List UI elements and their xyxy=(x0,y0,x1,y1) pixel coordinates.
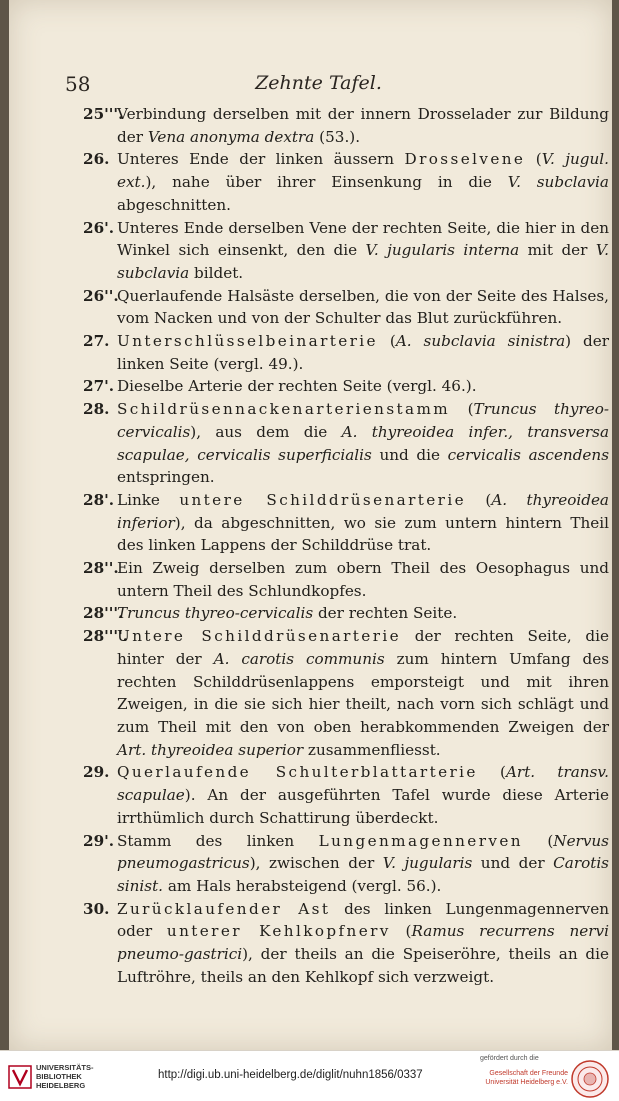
latin-term: Art. transv. scapulae xyxy=(117,763,609,805)
entry-text: ), nahe über ihrer Einsenkung in die xyxy=(145,173,508,192)
entry-text: ( xyxy=(525,150,542,169)
entry-text: ( xyxy=(450,400,474,419)
emphasized-term: Drosselvene xyxy=(404,150,526,169)
entry-text: mit der xyxy=(519,241,596,260)
entry-number: 26. xyxy=(83,150,110,169)
society-name: Gesellschaft der Freunde Universität Heidelberg e.V. xyxy=(485,1070,568,1086)
latin-term: Carotis sinist. xyxy=(117,854,609,895)
legend-entry xyxy=(83,375,609,398)
entry-number: 28''''. xyxy=(83,627,129,646)
entry-text: der rechten Seite, die hinter der xyxy=(117,627,609,668)
latin-term: V. subclavia xyxy=(507,173,609,192)
legend-entry xyxy=(83,285,609,330)
legend-entry xyxy=(83,103,609,148)
entry-text: zusammenfliesst. xyxy=(303,740,441,759)
entry-text: Linke xyxy=(117,490,180,509)
entry-text: ( xyxy=(522,831,554,850)
latin-term: V. subclavia xyxy=(117,241,609,282)
entry-text: ), zwischen der xyxy=(249,854,383,873)
entry-number: 26'. xyxy=(83,218,115,237)
funded-by-label: gefördert durch die xyxy=(480,1055,539,1062)
latin-term: Art. thyreoidea superior xyxy=(117,740,304,759)
latin-term: Truncus thyreo-cervicalis xyxy=(117,400,609,441)
entry-text: und der xyxy=(472,854,554,873)
society-seal-icon xyxy=(570,1059,610,1099)
emphasized-term: Querlaufende Schulterblattarterie xyxy=(117,763,478,782)
legend-entry xyxy=(83,217,609,285)
legend-entry xyxy=(83,625,609,761)
library-name: UNIVERSITÄTS- BIBLIOTHEK HEIDELBERG xyxy=(36,1063,94,1090)
entry-number: 28'''. xyxy=(83,604,124,623)
entry-number: 28''. xyxy=(83,559,119,578)
entry-text: Stamm des linken xyxy=(117,831,319,850)
emphasized-term: unterer Kehlkopfnerv xyxy=(166,922,391,941)
entry-text: ( xyxy=(390,922,412,941)
legend-entry xyxy=(83,330,609,375)
legend-entry xyxy=(83,398,609,489)
entry-text: abgeschnitten. xyxy=(117,195,232,214)
entry-text: ). An der ausgeführten Tafel wurde diese Arterie irrthümlich durch Schattirung überdeckt. xyxy=(117,786,609,827)
entry-number: 28. xyxy=(83,400,110,419)
entry-text: ), der theils an die Speiseröhre, theils an die Luftröhre, theils an den Kehlkopf sich verzweigt. xyxy=(117,945,609,986)
legend-entry xyxy=(83,602,609,625)
entry-text: am Hals herabsteigend (vergl. 56.). xyxy=(163,876,442,895)
latin-term: A. thyreoidea inferior xyxy=(117,490,609,532)
entry-text: ( xyxy=(465,490,492,509)
footer-bar xyxy=(0,1050,619,1101)
entry-number: 26''. xyxy=(83,286,119,305)
entry-number: 25'''. xyxy=(83,105,124,123)
entry-number: 27. xyxy=(83,332,110,351)
latin-term: A. subclavia sinistra xyxy=(395,332,566,351)
page-header xyxy=(9,72,619,100)
entry-text: Verbindung derselben mit der innern Drosselader zur Bildung der xyxy=(117,105,609,146)
emphasized-term: Zurücklaufender Ast xyxy=(117,899,331,918)
entry-number: 27'. xyxy=(83,377,115,396)
entry-number: 29. xyxy=(83,763,110,782)
entry-text: (53.). xyxy=(314,127,361,146)
entry-text: ), da abgeschnitten, wo sie zum untern hintern Theil des linken Lappens der Schilddrüse trat. xyxy=(117,513,609,555)
emphasized-term: Schildrüsennackenarterienstamm xyxy=(117,400,451,419)
legend-entries xyxy=(83,103,609,988)
entry-text: zum hintern Umfang des rechten Schilddrüsenlappens emporsteigt und mit ihren Zweigen, in die sie sich hier theilt, nach vorn sich schlägt und zum Theil mit den von oben herabkommenden Zweigen der xyxy=(117,649,609,736)
entry-text: ( xyxy=(377,332,396,351)
entry-text: ( xyxy=(477,763,506,782)
scanned-page xyxy=(9,0,612,1050)
entry-number: 29'. xyxy=(83,831,115,850)
entry-text: Unteres Ende derselben Vene der rechten Seite, die hier in den Winkel sich einsenkt, den die xyxy=(117,218,609,260)
entry-text: und die xyxy=(371,445,448,464)
entry-text: Unteres Ende der linken äussern xyxy=(117,150,405,169)
entry-number: 30. xyxy=(83,899,110,918)
latin-term: V. jugularis xyxy=(382,854,473,873)
emphasized-term: untere Schilddrüsenarterie xyxy=(179,490,466,509)
entry-text: entspringen. xyxy=(117,468,215,487)
entry-text: Dieselbe Arterie der rechten Seite (vergl. 46.). xyxy=(117,377,477,396)
library-logo-icon xyxy=(8,1065,32,1089)
latin-term: cervicalis ascendens xyxy=(447,445,609,464)
legend-entry xyxy=(83,830,609,898)
entry-text: bildet. xyxy=(189,263,244,282)
permalink-url[interactable]: http://digi.ub.uni-heidelberg.de/diglit/nuhn1856/0337 xyxy=(158,1069,423,1081)
legend-entry xyxy=(83,898,609,989)
entry-text: Ein Zweig derselben zum obern Theil des Oesophagus und untern Theil des Schlundkopfes. xyxy=(117,559,609,600)
latin-term: Ramus recurrens nervi pneumo-gastrici xyxy=(117,922,609,964)
entry-text: Querlaufende Halsäste derselben, die von der Seite des Halses, vom Nacken und von der Schulter das Blut zurückführen. xyxy=(117,286,609,328)
legend-entry xyxy=(83,148,609,216)
legend-entry xyxy=(83,761,609,829)
latin-term: Vena anonyma dextra xyxy=(147,127,315,146)
emphasized-term: Unterschlüsselbeinarterie xyxy=(117,332,378,351)
latin-term: A. thyreoidea infer., transversa scapulae, cervicalis superficialis xyxy=(117,422,610,464)
entry-text: ) der linken Seite (vergl. 49.). xyxy=(117,332,609,373)
entry-text: ), aus dem die xyxy=(190,422,342,441)
entry-text: des linken Lungenmagennerven oder xyxy=(117,899,609,941)
latin-term: V. jugul. ext. xyxy=(117,150,609,192)
legend-entry xyxy=(83,557,609,602)
running-title: Zehnte Tafel. xyxy=(255,72,382,94)
latin-term: A. carotis communis xyxy=(213,649,385,668)
legend-entry xyxy=(83,489,609,557)
latin-term: Nervus pneumogastricus xyxy=(117,831,609,873)
latin-term: Truncus thyreo-cervicalis xyxy=(117,604,314,623)
page-number: 58 xyxy=(65,72,91,96)
latin-term: V. jugularis interna xyxy=(365,241,520,260)
emphasized-term: Untere Schilddrüsenarterie xyxy=(117,627,402,646)
entry-text: der rechten Seite. xyxy=(313,604,458,623)
entry-number: 28'. xyxy=(83,490,115,509)
emphasized-term: Lungenmagennerven xyxy=(318,831,523,850)
